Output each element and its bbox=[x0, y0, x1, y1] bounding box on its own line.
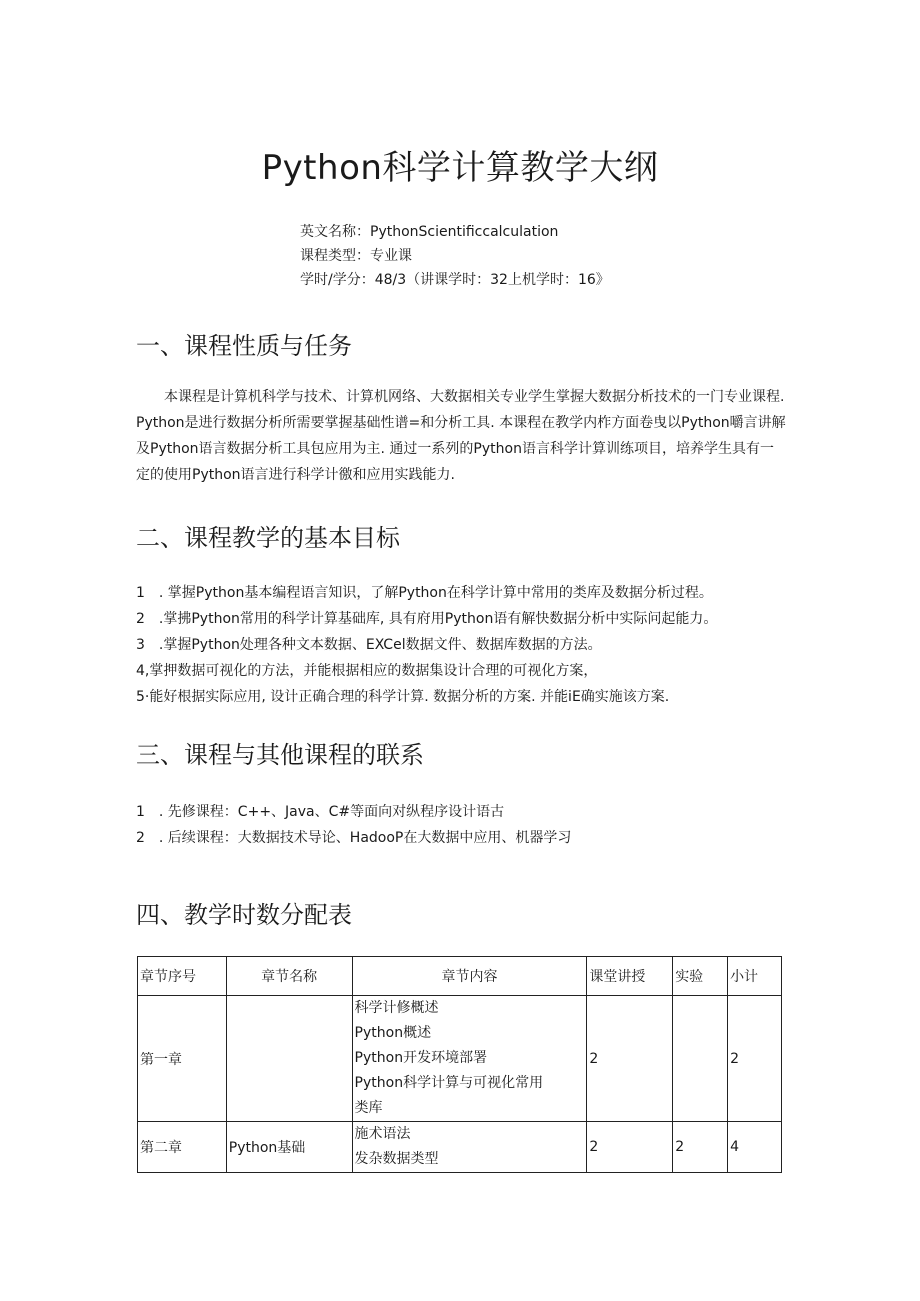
header-chapter-content: 章节内容 bbox=[352, 957, 587, 996]
content-line: Python概述 bbox=[354, 1025, 432, 1041]
cell-name bbox=[226, 996, 352, 1122]
english-name: 英文名称：PythonScientificcalculation bbox=[300, 224, 559, 240]
section-heading-4: 四、教学时数分配表 bbox=[136, 901, 352, 929]
cell-lecture: 2 bbox=[587, 1122, 673, 1173]
header-total: 小计 bbox=[728, 957, 782, 996]
cell-content bbox=[352, 996, 587, 1122]
course-hours: 学时/学分：48/3（讲课学时：32上机学时：16》 bbox=[300, 272, 610, 288]
header-lecture: 课堂讲授 bbox=[587, 957, 673, 996]
cell-chapter: 第二章 bbox=[138, 1122, 227, 1173]
objectives-list bbox=[136, 580, 796, 710]
related-courses-list bbox=[136, 799, 796, 851]
table-row bbox=[138, 996, 782, 1122]
content-line: 类库 bbox=[354, 1100, 383, 1116]
cell-total: 2 bbox=[728, 996, 782, 1122]
section-heading-3: 三、课程与其他课程的联系 bbox=[136, 741, 424, 769]
header-lab: 实验 bbox=[673, 957, 728, 996]
content-line: 施术语法 bbox=[354, 1126, 411, 1142]
content-line: Python开发环境部署 bbox=[354, 1050, 488, 1066]
teaching-hours-table bbox=[137, 956, 782, 1173]
list-item: 2 .掌拂Python常用的科学计算基础库, 具有府用Python语有解快数据分析中实际问起能力。 bbox=[136, 611, 718, 627]
cell-name: Python基础 bbox=[226, 1122, 352, 1173]
cell-chapter: 第一章 bbox=[138, 996, 227, 1122]
header-chapter-name: 章节名称 bbox=[226, 957, 352, 996]
content-line: 科学计修概述 bbox=[354, 1000, 439, 1016]
table-header-row bbox=[138, 957, 782, 996]
content-line: 发杂数据类型 bbox=[354, 1151, 439, 1167]
table-row bbox=[138, 1122, 782, 1173]
list-item: 3 .掌握Python处理各种文本数据、EXCel数据文件、数据库数据的方法。 bbox=[136, 637, 602, 653]
cell-total: 4 bbox=[728, 1122, 782, 1173]
cell-lecture: 2 bbox=[587, 996, 673, 1122]
page-title: Python科学计算教学大纲 bbox=[261, 148, 659, 188]
list-item: 1 . 掌握Python基本编程语言知识，了解Python在科学计算中常用的类库及数据分析过程。 bbox=[136, 585, 713, 601]
section-heading-1: 一、课程性质与任务 bbox=[136, 332, 352, 360]
list-item: 1 . 先修课程：C++、Java、C#等面向对纵程序设计语古 bbox=[136, 804, 505, 820]
cell-lab: 2 bbox=[673, 1122, 728, 1173]
cell-lab bbox=[673, 996, 728, 1122]
content-line: Python科学计算与可视化常用 bbox=[354, 1075, 544, 1091]
cell-content bbox=[352, 1122, 587, 1173]
course-meta bbox=[300, 220, 610, 292]
list-item: 2 . 后续课程：大数据技术导论、HadooP在大数据中应用、机器学习 bbox=[136, 830, 572, 846]
section-heading-2: 二、课程教学的基本目标 bbox=[136, 524, 400, 552]
section-1-paragraph: 本课程是计算机科学与技术、计算机网络、大数据相关专业学生掌握大数据分析技术的一门专业课程. Python是进行数据分析所需要掌握基础性谱=和分析工具. 本课程在教学内柞方面卷曳以Python嚼言讲解及Python语言数据分析工具包应用为主. 通过一系列的Python语言科学计算训练项目，培养学生具有一定的使用Python语言进行科学计徼和应用实践能力. bbox=[136, 389, 786, 483]
header-chapter-no: 章节序号 bbox=[138, 957, 227, 996]
list-item: 4,掌押数据可视化的方法，并能根据相应的数据集设计合理的可视化方案， bbox=[136, 663, 598, 679]
course-type: 课程类型：专业课 bbox=[300, 248, 412, 264]
list-item: 5·能好根据实际应用, 设计正确合理的科学计算. 数据分析的方案. 并能iE确实施该方案. bbox=[136, 689, 670, 705]
